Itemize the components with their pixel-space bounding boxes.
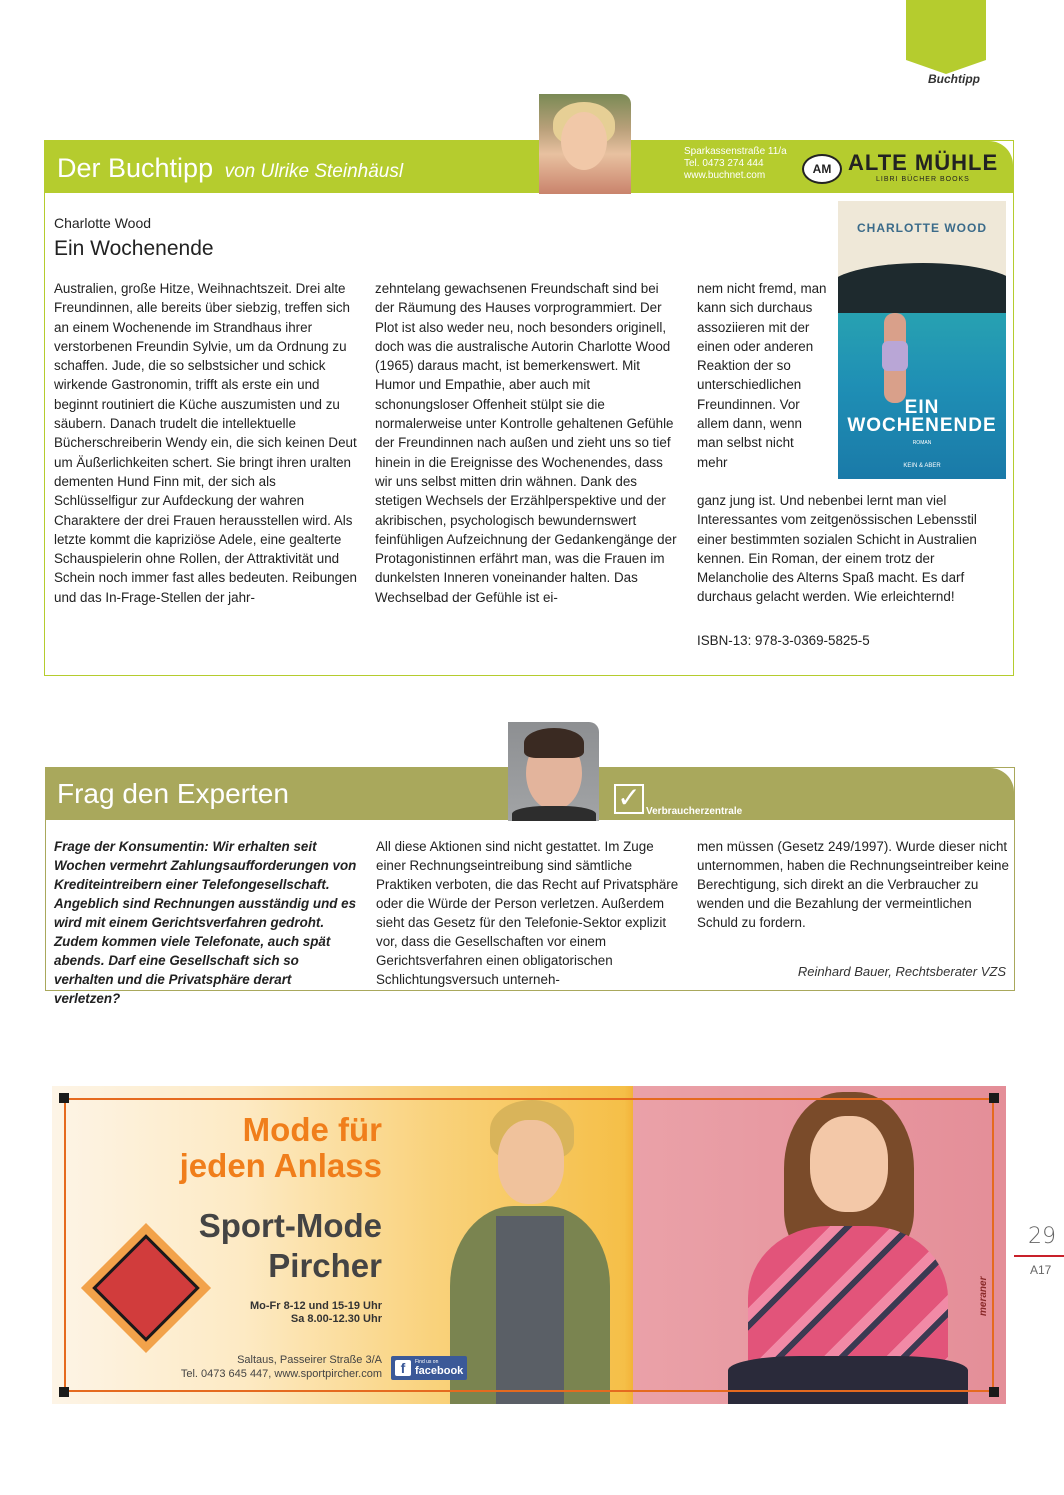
alte-muehle-logo (802, 150, 999, 190)
facebook-badge-small: Find us on (415, 1359, 439, 1365)
expert-answer-column-1: All diese Aktionen sind nicht gestattet. Im Zuge einer Rechnungseintreibung sind sämtliche Praktiken verboten, die das Recht auf Privatsphäre oder die Würde der Person verletzen. Außerdem sieht das Gesetz für den Telefonie-Sektor explizit vor, dass die Gesellschaften vor einem Gerichtsverfahren einen obligatorischen Schlichtungsversuch unterneh- (376, 839, 679, 987)
book-author: Charlotte Wood (54, 215, 152, 231)
expert-signature: Reinhard Bauer, Rechtsberater VZS (797, 964, 1006, 979)
sport-pircher-ad (52, 1086, 1006, 1404)
page-number-divider (1014, 1255, 1064, 1257)
cover-hill (838, 263, 1006, 313)
ad-brand-line2: Pircher (268, 1247, 382, 1284)
alte-muehle-logo-sub: LIBRI BÜCHER BOOKS (876, 176, 970, 183)
shop-address: Sparkassenstraße 11/a (684, 146, 787, 157)
buchtipp-title-text: Der Buchtipp (57, 153, 214, 183)
section-corner-tab (906, 0, 986, 60)
ad-brand (199, 1206, 382, 1286)
ad-hours-line2: Sa 8.00-12.30 Uhr (290, 1313, 382, 1325)
ad-diamond (92, 1234, 199, 1341)
expert-answer-column-2: men müssen (Gesetz 249/1997). Wurde dieser nicht unternommen, haben die Rechnungseintreiber keine Berechtigung, sich direkt an die Verbraucher zu wenden und die Bezahlung der vermeintlichen Schuld zu fordern. (697, 839, 1009, 930)
ad-brand-line1: Sport-Mode (198, 1207, 382, 1244)
expert-hair (524, 728, 584, 758)
ad-agency-credit: meraner (978, 1276, 989, 1316)
verbraucherzentrale-logo (614, 766, 774, 818)
review-column-3-top: nem nicht fremd, man kann sich durchaus assoziieren mit der einen oder anderen Reaktion der so unterschiedlichen Freundinnen. Vor allem dann, wenn man selbst nicht mehr (697, 281, 827, 470)
cover-swimsuit (882, 341, 908, 371)
isbn: ISBN-13: 978-3-0369-5825-5 (697, 633, 870, 648)
ad-opening-hours (250, 1300, 382, 1326)
alte-muehle-logo-icon: AM (802, 154, 842, 184)
cover-title-line2: WOCHENENDE (847, 415, 997, 436)
ad-address-line1: Saltaus, Passeirer Straße 3/A (237, 1354, 382, 1366)
book-cover (838, 201, 1006, 479)
review-column-2: zehntelang gewachsenen Freundschaft sind bei der Räumung des Hauses vorprogrammiert. Der Plot ist also weder neu, noch besonders originell, doch was die australische Autorin Charlotte Wood (1965) daraus macht, ist bemerkenswert. Mit Humor und Empathie, aber auch mit schonungsloser Offenheit stülpt sie die normalerweise unter Kontrolle gehaltenen Gefühle der Freundinnen nach außen und zieht uns so tief hinein in die Ereignisse des Wochenendes, dass wir uns selbst mitten drin wähnen. Dank des stetigen Wechsels der Erzählperspektive und der akribischen, psychologisch bewundernswert feinfühligen Aufzeichnung der Gedankengänge der Protagonistinnen erfährt man, was die Frauen im dunkelsten Inneren voneinander halten. Das Wechselbad der Gefühle ist ei- (375, 281, 677, 605)
consumer-question: Frage der Konsumentin: Wir erhalten seit Wochen vermehrt Zahlungsaufforderungen von Krediteintreibern einer Telefongesellschaft. Angeblich sind Rechnungen ausständig und es wird mit einem Gerichtsverfahren gedroht. Zudem kommen viele Telefonate, auch spät abends. Darf eine Gesellschaft sich so verhalten und die Privatsphäre derart verletzen? (54, 839, 357, 1006)
experten-title: Frag den Experten (57, 778, 289, 809)
ad-headline-line2: jeden Anlass (179, 1147, 382, 1184)
cover-title-line1: EIN (904, 397, 940, 418)
cover-sea (838, 291, 1006, 479)
review-column-3-bottom: ganz jung ist. Und nebenbei lernt man viel Interessantes vom zeitgenössischen Lebensstil einer bestimmten sozialen Schicht in Australien kennen. Ein Roman, der einem trotz der Melancholie des Alterns Spaß macht. Es darf durchaus gelacht werden. Wie erleichternd! (697, 493, 977, 605)
shop-info (684, 146, 787, 182)
review-column-1: Australien, große Hitze, Weihnachtszeit. Drei alte Freundinnen, alle bereits über siebzig, treffen sich an einem Wochenende im Strandhaus ihrer verstorbenen Freundin Sylvie, um da Ordnung zu schaffen. Jude, die so selbstsicher und schick wirkende Gastronomin, trifft als erste ein und beginnt routiniert die Küche auszumisten und zu säubern. Danach trudelt die intellektuelle Bücherschreiberin Wendy ein, die sich keinen Deut um Äußerlichkeiten schert. Sie bringt ihren uralten dementen Hund Finn mit, der sich als Schlüsselfigur zur Aufdeckung der wahren Charaktere der drei Frauen herausstellen wird. Als letzte kommt die kapriziöse Adele, eine gealterte Schauspielerin ohne Rollen, der Attraktivität und Schein noch immer fast alles bedeuten. Reibungen und das In-Frage-Stellen der jahr- (54, 281, 357, 605)
crop-mark-icon (54, 1088, 74, 1108)
page-code: A17 (1030, 1263, 1052, 1277)
page-number: 29 (1028, 1224, 1056, 1249)
cover-genre: ROMAN (912, 440, 932, 446)
buchtipp-title (57, 153, 403, 184)
shop-web[interactable]: www.buchnet.com (684, 170, 766, 181)
checkmark-icon: ✓ (614, 784, 644, 814)
section-tag: Buchtipp (928, 72, 980, 86)
buchtipp-byline: von Ulrike Steinhäusl (224, 161, 404, 182)
ad-diamond-logo-icon (94, 1236, 198, 1340)
facebook-badge-big: facebook (415, 1365, 464, 1377)
ad-address (181, 1353, 382, 1381)
reviewer-face (561, 112, 607, 170)
reviewer-photo (539, 94, 631, 194)
cover-author: CHARLOTTE WOOD (857, 221, 987, 235)
verbraucherzentrale-label: Verbraucherzentrale (646, 806, 743, 817)
alte-muehle-logo-name: ALTE MÜHLE (848, 150, 999, 175)
facebook-badge[interactable] (391, 1356, 467, 1380)
ad-hours-line1: Mo-Fr 8-12 und 15-19 Uhr (249, 1300, 382, 1312)
expert-shirt (512, 806, 596, 821)
crop-mark-icon (984, 1382, 1004, 1402)
page-number-block (1014, 1224, 1064, 1277)
shop-phone: Tel. 0473 274 444 (684, 158, 764, 169)
facebook-icon: f (395, 1360, 411, 1376)
cover-title (838, 399, 1006, 435)
crop-mark-icon (984, 1088, 1004, 1108)
book-title: Ein Wochenende (54, 237, 214, 260)
ad-address-line2[interactable]: Tel. 0473 645 447, www.sportpircher.com (180, 1368, 382, 1380)
cover-publisher: KEIN & ABER (903, 463, 941, 469)
crop-mark-icon (54, 1382, 74, 1402)
ad-headline-line1: Mode für (242, 1111, 382, 1148)
expert-photo (508, 722, 599, 821)
ad-headline (180, 1112, 382, 1184)
